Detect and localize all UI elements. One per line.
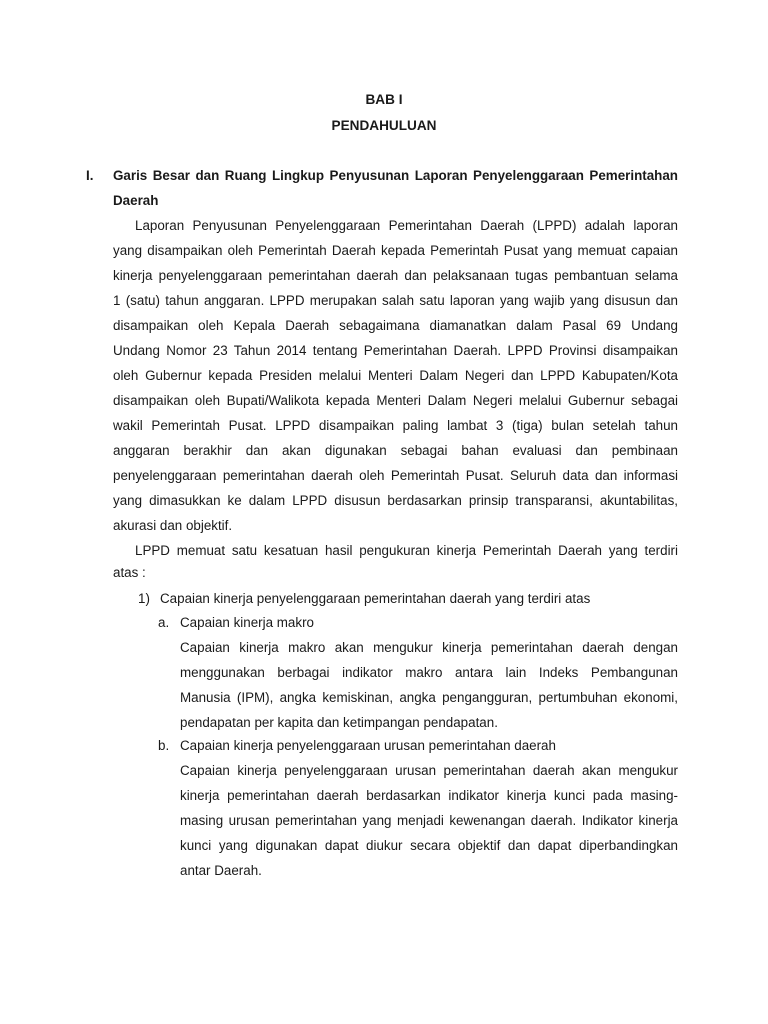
paragraph-line: anggaran berakhir dan akan digunakan sebagai bahan evaluasi dan pembinaan: [113, 443, 678, 458]
paragraph-line: oleh Gubernur kepada Presiden melalui Menteri Dalam Negeri dan LPPD Kabupaten/Kota: [113, 368, 678, 383]
paragraph-line: yang dimasukkan ke dalam LPPD disusun berdasarkan prinsip transparansi, akuntabilitas,: [113, 493, 678, 508]
sublist-line: kunci yang digunakan dapat diukur secara objektif dan dapat diperbandingkan: [180, 838, 678, 853]
sublist-line: menggunakan berbagai indikator makro antara lain Indeks Pembangunan: [180, 665, 678, 680]
paragraph-line: Laporan Penyusunan Penyelenggaraan Pemerintahan Daerah (LPPD) adalah laporan: [135, 218, 678, 233]
section-title-line: Daerah: [113, 193, 159, 208]
sublist-line: kinerja pemerintahan daerah berdasarkan indikator kinerja kunci pada masing-: [180, 788, 678, 803]
sublist-title: Capaian kinerja penyelenggaraan urusan pemerintahan daerah: [180, 738, 556, 753]
list-marker: 1): [138, 591, 150, 606]
paragraph-line: penyelenggaraan pemerintahan daerah oleh Pemerintah Pusat. Seluruh data dan informasi: [113, 468, 678, 483]
section-number: I.: [86, 168, 94, 183]
paragraph-line: LPPD memuat satu kesatuan hasil pengukuran kinerja Pemerintah Daerah yang terdiri: [135, 543, 678, 558]
sublist-line: pendapatan per kapita dan ketimpangan pendapatan.: [180, 715, 498, 730]
list-item-text: Capaian kinerja penyelenggaraan pemerintahan daerah yang terdiri atas: [160, 591, 591, 606]
sublist-line: antar Daerah.: [180, 863, 262, 878]
section-title-line: Garis Besar dan Ruang Lingkup Penyusunan Laporan Penyelenggaraan Pemerintahan: [113, 168, 678, 183]
paragraph-line: wakil Pemerintah Pusat. LPPD disampaikan paling lambat 3 (tiga) bulan setelah tahun: [113, 418, 678, 433]
chapter-title: PENDAHULUAN: [331, 118, 437, 133]
paragraph-line: kinerja penyelenggaraan pemerintahan daerah dan pelaksanaan tugas pembantuan selama: [113, 268, 678, 283]
paragraph-line: Undang Nomor 23 Tahun 2014 tentang Pemerintahan Daerah. LPPD Provinsi disampaikan: [113, 343, 678, 358]
paragraph-line: akurasi dan objektif.: [113, 518, 233, 533]
sublist-marker: b.: [158, 738, 170, 753]
paragraph-line: yang disampaikan oleh Pemerintah Daerah kepada Pemerintah Pusat yang memuat capaian: [113, 243, 678, 258]
sublist-line: masing urusan pemerintahan yang menjadi kewenangan daerah. Indikator kinerja: [180, 813, 678, 828]
paragraph-line: disampaikan oleh Kepala Daerah sebagaimana diamanatkan dalam Pasal 69 Undang: [113, 318, 678, 333]
paragraph-line: 1 (satu) tahun anggaran. LPPD merupakan salah satu laporan yang wajib yang disusun dan: [113, 293, 678, 308]
sublist-line: Capaian kinerja makro akan mengukur kinerja pemerintahan daerah dengan: [180, 640, 678, 655]
sublist-title: Capaian kinerja makro: [180, 615, 314, 630]
sublist-line: Capaian kinerja penyelenggaraan urusan pemerintahan daerah akan mengukur: [180, 763, 678, 778]
chapter-number: BAB I: [365, 92, 403, 107]
sublist-line: Manusia (IPM), angka kemiskinan, angka pengangguran, pertumbuhan ekonomi,: [180, 690, 678, 705]
paragraph-line: atas :: [113, 565, 146, 580]
paragraph-line: disampaikan oleh Bupati/Walikota kepada Menteri Dalam Negeri melalui Gubernur sebagai: [113, 393, 678, 408]
sublist-marker: a.: [158, 615, 170, 630]
